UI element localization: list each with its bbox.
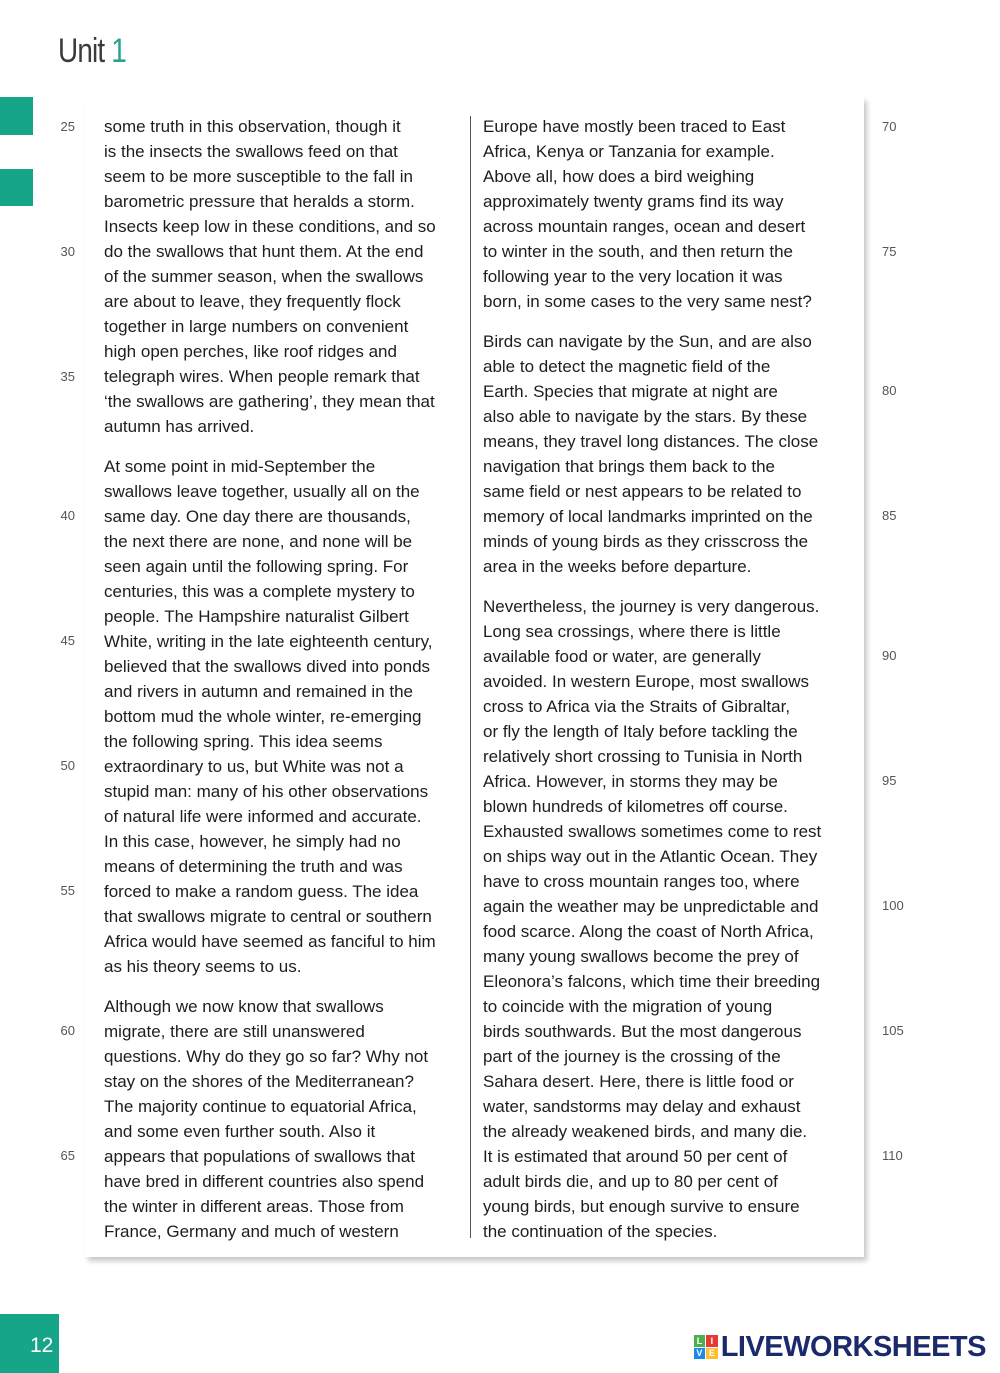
line-number: 110 xyxy=(882,1148,903,1163)
paragraph: At some point in mid-September the swallows leave together, usually all on the same day. One day there are thousands, the next there are none, and none will be seen again until the following spring. For centuries, this was a complete mystery to people. The Hampshire naturalist Gilbert White, writing in the late eighteenth century, believed that the swallows dived into ponds and rivers in autumn and remained in the bottom mud the whole winter, re-emerging the following spring. This idea seems extraordinary to us, but White was not a stupid man: many of his other observations of natural life were informed and accurate. In this case, however, he simply had no means of determining the truth and was forced to make a random guess. The idea that swallows migrate to central or southern Africa would have seemed as fanciful to him as his theory seems to us. xyxy=(104,457,436,976)
line-number: 105 xyxy=(882,1023,904,1038)
accent-tab-bottom xyxy=(0,169,33,206)
line-number: 40 xyxy=(60,508,75,523)
right-column xyxy=(483,114,853,1259)
brand-name: LIVEWORKSHEETS xyxy=(720,1330,986,1363)
line-number: 35 xyxy=(60,369,75,384)
logo-letter: L xyxy=(694,1335,706,1347)
paragraph: Although we now know that swallows migrate, there are still unanswered questions. Why do they go so far? Why not stay on the shores of the Mediterranean? The majority continue to equatorial Africa, and some even further south. Also it appears that populations of swallows that have bred in different countries also spend the winter in different areas. Those from France, Germany and much of western xyxy=(104,997,429,1241)
line-number: 30 xyxy=(60,244,75,259)
line-number: 95 xyxy=(882,773,897,788)
line-number: 100 xyxy=(882,898,904,913)
line-number: 65 xyxy=(60,1148,75,1163)
paragraph: Birds can navigate by the Sun, and are also able to detect the magnetic field of the Earth. Species that migrate at night are also able to navigate by the stars. By these means, they travel long distances. The close navigation that brings them back to the same field or nest appears to be related to memory of local landmarks imprinted on the minds of young birds as they crisscross the area in the weeks before departure. xyxy=(483,332,819,576)
line-number: 60 xyxy=(60,1023,75,1038)
unit-title xyxy=(58,32,126,71)
paragraph: Europe have mostly been traced to East Africa, Kenya or Tanzania for example. Above all, how does a bird weighing approximately twenty grams find its way across mountain ranges, ocean and desert to winter in the south, and then return the following year to the very location it was born, in some cases to the very same nest? xyxy=(483,117,812,311)
logo-letter: E xyxy=(706,1348,718,1360)
liveworksheets-logo-icon xyxy=(694,1335,718,1359)
left-column xyxy=(104,114,469,1259)
line-number: 80 xyxy=(882,383,897,398)
line-number: 45 xyxy=(60,633,75,648)
line-number: 75 xyxy=(882,244,897,259)
page-number-box xyxy=(0,1314,59,1373)
page-number: 12 xyxy=(30,1334,54,1357)
line-number: 85 xyxy=(882,508,897,523)
paragraph: some truth in this observation, though it is the insects the swallows feed on that seem to be more susceptible to the fall in barometric pressure that heralds a storm. Insects keep low in these conditions, and so do the swallows that hunt them. At the end of the summer season, when the swallows are about to leave, they frequently flock together in large numbers on convenient high open perches, like roof ridges and telegraph wires. When people remark that ‘the swallows are gathering’, they mean that autumn has arrived. xyxy=(104,117,436,436)
line-number: 25 xyxy=(60,119,75,134)
line-number: 90 xyxy=(882,648,897,663)
logo-letter: V xyxy=(694,1348,706,1360)
paragraph: Nevertheless, the journey is very dangerous. Long sea crossings, where there is little available food or water, are generally avoided. In western Europe, most swallows cross to Africa via the Straits of Gibraltar, or fly the length of Italy before tackling the relatively short crossing to Tunisia in North Africa. However, in storms they may be blown hundreds of kilometres off course. Exhausted swallows sometimes come to rest on ships way out in the Atlantic Ocean. They have to cross mountain ranges too, where again the weather may be unpredictable and food scarce. Along the coast of North Africa, many young swallows become the prey of Eleonora’s falcons, which time their breeding to coincide with the migration of young birds southwards. But the most dangerous part of the journey is the crossing of the Sahara desert. Here, there is little food or water, sandstorms may delay and exhaust the already weakened birds, and many die. It is estimated that around 50 per cent of adult birds die, and up to 80 per cent of young birds, but enough survive to ensure the continuation of the species. xyxy=(483,597,822,1241)
accent-tab-top xyxy=(0,97,33,135)
line-number: 50 xyxy=(60,758,75,773)
unit-number: 1 xyxy=(111,32,126,70)
line-number: 55 xyxy=(60,883,75,898)
unit-label: Unit xyxy=(58,32,105,70)
line-number: 70 xyxy=(882,119,897,134)
liveworksheets-brand[interactable] xyxy=(694,1330,986,1364)
logo-letter: I xyxy=(706,1335,718,1347)
column-divider xyxy=(470,116,471,1238)
